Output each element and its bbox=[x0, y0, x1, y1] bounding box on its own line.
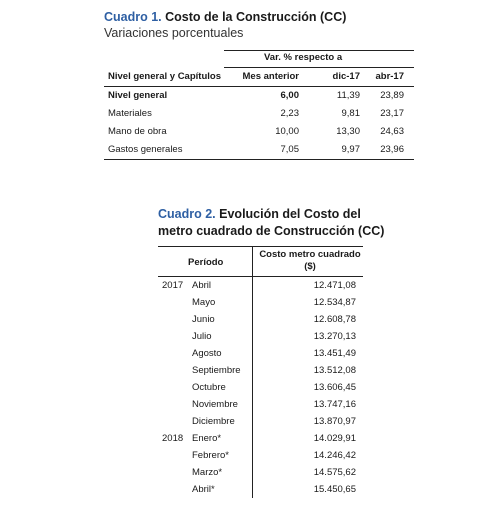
cell: 24,63 bbox=[380, 126, 404, 137]
cost-value: 13.270,13 bbox=[313, 331, 356, 342]
cost-value: 13.870,97 bbox=[313, 416, 356, 427]
month-label: Mayo bbox=[192, 297, 216, 308]
column-header-costo bbox=[257, 249, 363, 273]
cuadro1-label: Cuadro 1. bbox=[104, 10, 162, 24]
column-header: Nivel general y Capítulos bbox=[108, 71, 221, 82]
table-row bbox=[104, 105, 414, 123]
month-label: Octubre bbox=[192, 382, 226, 393]
cost-value: 14.575,62 bbox=[313, 467, 356, 478]
cuadro2-title bbox=[158, 206, 384, 240]
cost-value: 12.534,87 bbox=[313, 297, 356, 308]
month-label: Enero* bbox=[192, 433, 222, 444]
cell: 6,00 bbox=[280, 90, 299, 101]
column-header-costo-line1: Costo metro cuadrado bbox=[259, 249, 361, 260]
table-row bbox=[158, 447, 363, 464]
table-row bbox=[158, 430, 363, 447]
cell: 2,23 bbox=[280, 108, 299, 119]
table-row bbox=[158, 277, 363, 294]
table-row bbox=[158, 379, 363, 396]
cell: 13,30 bbox=[336, 126, 360, 137]
month-label: Abril* bbox=[192, 484, 215, 495]
table-row bbox=[158, 294, 363, 311]
month-label: Marzo* bbox=[192, 467, 223, 478]
table-row bbox=[158, 362, 363, 379]
cuadro1-subtitle: Variaciones porcentuales bbox=[104, 26, 244, 40]
column-header: Mes anterior bbox=[242, 71, 299, 82]
year-label: 2018 bbox=[162, 433, 184, 444]
table-row bbox=[104, 87, 414, 105]
table-row bbox=[104, 141, 414, 159]
row-label: Mano de obra bbox=[108, 126, 167, 137]
table-row bbox=[158, 328, 363, 345]
group-header: Var. % respecto a bbox=[264, 52, 343, 63]
cost-value: 13.606,45 bbox=[313, 382, 356, 393]
cell: 23,89 bbox=[380, 90, 404, 101]
month-label: Agosto bbox=[192, 348, 222, 359]
cell: 23,96 bbox=[380, 144, 404, 155]
row-label: Gastos generales bbox=[108, 144, 183, 155]
cost-value: 14.029,91 bbox=[313, 433, 356, 444]
cell: 11,39 bbox=[336, 90, 360, 101]
table-top-rule bbox=[224, 50, 414, 51]
cost-value: 12.608,78 bbox=[313, 314, 356, 325]
table-row bbox=[158, 396, 363, 413]
column-header-costo-line2: ($) bbox=[304, 261, 316, 272]
row-label: Materiales bbox=[108, 108, 152, 119]
table-row bbox=[158, 345, 363, 362]
column-header-periodo: Período bbox=[188, 257, 224, 268]
table-header-row bbox=[104, 68, 414, 86]
month-label: Noviembre bbox=[192, 399, 238, 410]
column-header: abr-17 bbox=[375, 71, 404, 82]
column-header: dic-17 bbox=[332, 71, 360, 82]
cuadro1-title-text: Costo de la Construcción (CC) bbox=[165, 10, 347, 24]
month-label: Julio bbox=[192, 331, 212, 342]
table-row bbox=[158, 481, 363, 498]
cuadro1-title bbox=[104, 10, 346, 24]
month-label: Septiembre bbox=[192, 365, 241, 376]
year-label: 2017 bbox=[162, 280, 184, 291]
cell: 7,05 bbox=[280, 144, 299, 155]
cost-value: 12.471,08 bbox=[313, 280, 356, 291]
cost-value: 13.512,08 bbox=[313, 365, 356, 376]
table-row bbox=[158, 311, 363, 328]
month-label: Junio bbox=[192, 314, 215, 325]
cost-value: 13.747,16 bbox=[313, 399, 356, 410]
table-top-rule bbox=[158, 246, 363, 247]
cell: 9,97 bbox=[341, 144, 360, 155]
cuadro2-label: Cuadro 2. bbox=[158, 207, 216, 221]
cell: 9,81 bbox=[341, 108, 360, 119]
month-label: Diciembre bbox=[192, 416, 235, 427]
row-label: Nivel general bbox=[108, 90, 168, 101]
cost-value: 13.451,49 bbox=[313, 348, 356, 359]
cell: 23,17 bbox=[380, 108, 404, 119]
table-row bbox=[158, 413, 363, 430]
month-label: Abril bbox=[192, 280, 212, 291]
cost-value: 14.246,42 bbox=[313, 450, 356, 461]
table-row bbox=[158, 464, 363, 481]
table-bottom-rule bbox=[104, 159, 414, 160]
cuadro2-title-line1: Evolución del Costo del bbox=[219, 207, 361, 221]
cell: 10,00 bbox=[275, 126, 299, 137]
cuadro2-title-line2: metro cuadrado de Construcción (CC) bbox=[158, 224, 385, 238]
cost-value: 15.450,65 bbox=[313, 484, 356, 495]
table-row bbox=[104, 123, 414, 141]
month-label: Febrero* bbox=[192, 450, 229, 461]
